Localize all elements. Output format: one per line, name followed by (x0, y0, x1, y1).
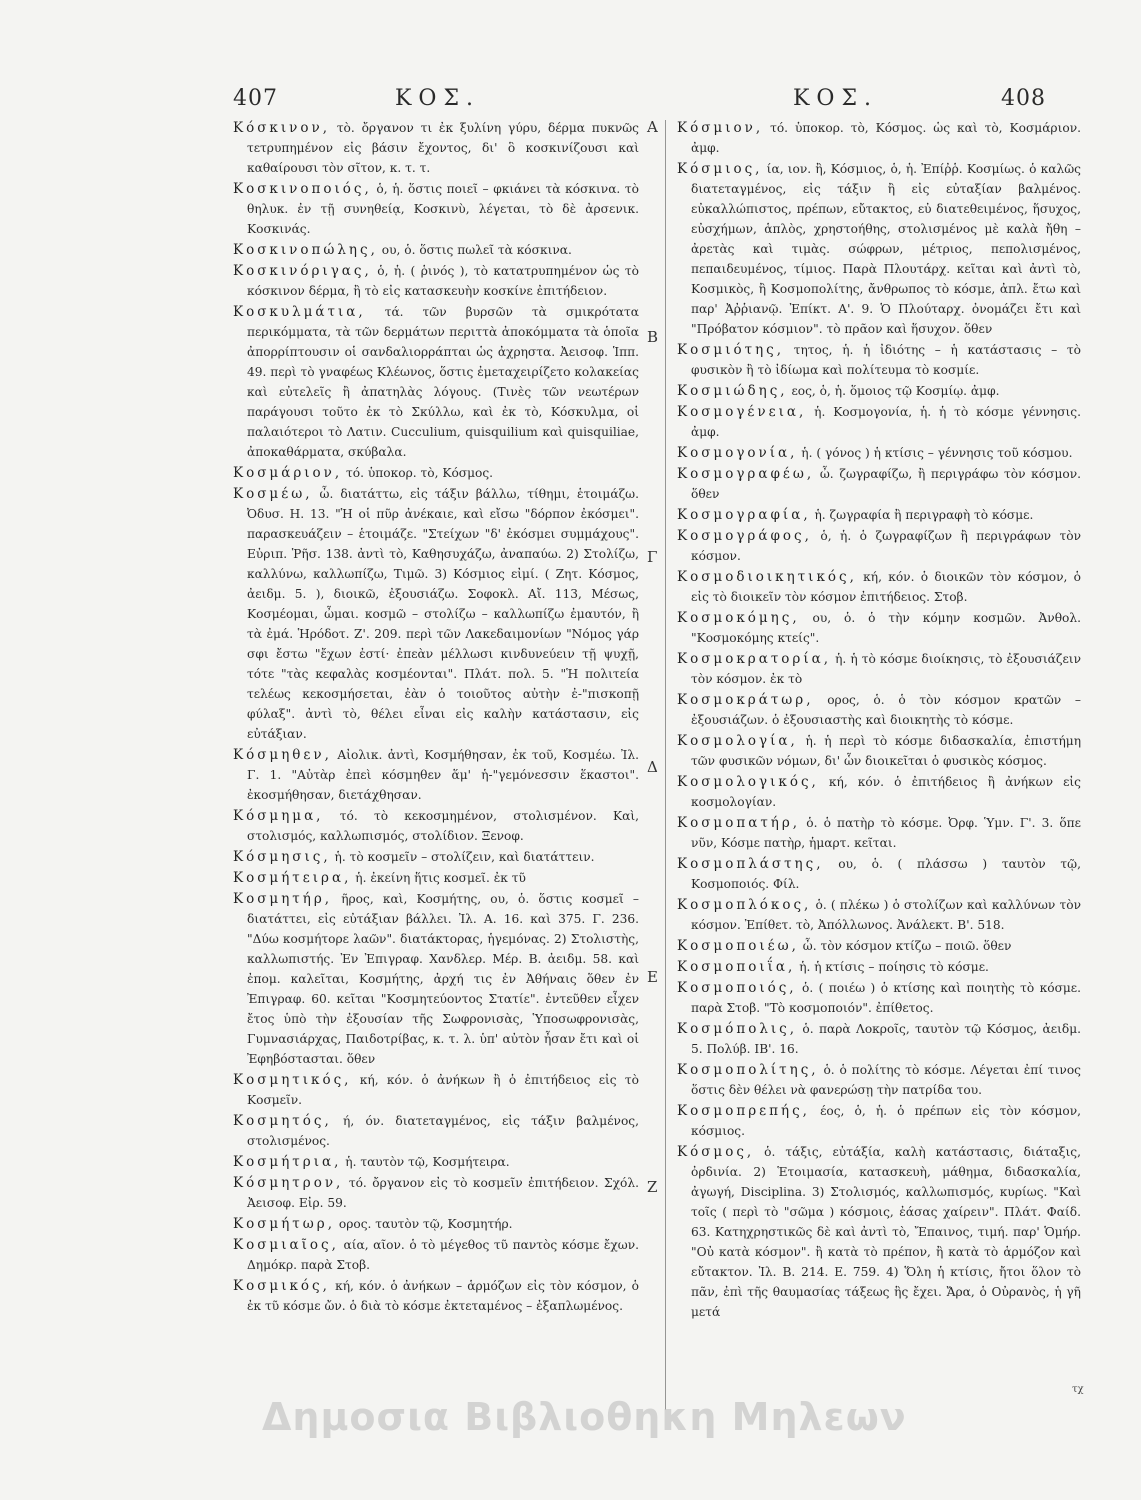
page-header (225, 86, 1046, 122)
section-letter: Γ (647, 548, 658, 566)
entry-definition: ἡ. ( γόνος ) ἡ κτίσις – γέννησις τοῦ κόσμου. (797, 446, 1073, 460)
entry-headword: Κοσμογραφία, (677, 507, 811, 523)
dictionary-entry (233, 261, 639, 301)
entry-headword: Κόσμησις, (233, 849, 331, 865)
entry-headword: Κόσμηθεν, (233, 747, 332, 763)
entry-definition: ία, ιον. ἢ, Κόσμιος, ὁ, ἡ. Ἐπίῤῥ. Κοσμίως. ὁ καλῶς διατεταγμένος, εἰς τάξιν ἢ εἰς εὐταξίαν βαλμένος. εὐκαλλώπιστος, πρέπων, εὔτακτος, εὐ διατεθειμένος, ἥσυχος, εὐσχήμων, ἁπλὸς, χρηστοήθης, στολισμένος μὲ καλὰ ἤθη – ἀρετὰς καὶ τιμὰς. σώφρων, μέτριος, πεπολισμένος, πεπαιδευμένος, τίμιος. Παρὰ Πλουτάρχ. κεῖται καὶ ἀντὶ τὸ, Κοσμικὸς, ἢ Κοσμοπολίτης, ἄνθρωπος τὸ κόσμε, ἀπλ. ἔτω καὶ παρ' Ἀῤῥιανῷ. Ἐπίκτ. Α'. 9. Ὁ Πλούταρχ. ὀνομάζει ἔτι καὶ "Πρόβατον κόσμιον". τὸ πρᾶον καὶ ἥσυχον. ὅθεν (691, 162, 1081, 336)
dictionary-entry (233, 1173, 639, 1213)
entry-definition: ὁ. ( πλέκω ) ὁ στολίζων καὶ καλλύνων τὸν κόσμον. Ἐπίθετ. τὸ, Ἀπόλλωνος. Ἀνάλεκτ. Β'. 518. (691, 898, 1081, 932)
dictionary-entry (677, 567, 1081, 607)
entry-headword: Κοσμιαῖος, (233, 1237, 339, 1253)
entry-definition: ὁ. ( ποιέω ) ὁ κτίσης καὶ ποιητὴς τὸ κόσμε. παρὰ Στοβ. "Τὸ κοσμοποιόν". ἐπίθετος. (691, 981, 1081, 1015)
entry-definition: ἡ. τὸ κοσμεῖν – στολίζειν, καὶ διατάττειν. (330, 850, 595, 864)
dictionary-entry (677, 526, 1081, 566)
entry-headword: Κόσμιος, (677, 161, 763, 177)
entry-definition: ὦ. τὸν κόσμον κτίζω – ποιῶ. ὅθεν (798, 939, 1012, 953)
entry-headword: Κοσμήτειρα, (233, 870, 352, 886)
entry-definition: ἡ. ταυτὸν τῷ, Κοσμήτειρα. (341, 1155, 510, 1169)
left-column (233, 118, 639, 1317)
entry-definition: ὦ. διατάττω, εἰς τάξιν βάλλω, τίθημι, ἑτοιμάζω. Ὀδυσ. Η. 13. "Ἡ οἱ πῦρ ἀνέκαιε, καὶ εἴσω "δόρπον ἐκόσμει". παρασκευάζειν – ἑτοιμάζε. "Στείχων "δ' ἐκόσμει συμμάχους". Εὐριπ. Ῥῆσ. 138. ἀντὶ τὸ, Καθησυχάζω, ἀναπαύω. 2) Στολίζω, καλλύνω, καλλωπίζω, Τιμῶ. 3) Κόσμιος εἰμί. ( Ζητ. Κόσμος, ἀειδμ. 5. ), διοικῶ, ἐξουσιάζω. Σοφοκλ. Αἴ. 113, Μέσως, Κοσμέομαι, ὦμαι. κοσμῶ – στολίζω – καλλωπίζω ἐμαυτόν, ἢ τὰ ἐμά. Ἡρόδοτ. Ζ'. 209. περὶ τῶν Λακεδαιμονίων "Νόμος γάρ σφι ἔστω "ἔχων ἐστί· ἐπεὰν μέλλωσι κινδυνεύειν τῇ ψυχῇ, τότε "τὰς κεφαλὰς κοσμέονται". Πλάτ. πολ. 5. "Ἡ πολιτεία τελέως κεκοσμήσεται, ἐὰν ὁ τοιοῦτος αὐτὴν ἐ-"πισκοπῇ φύλαξ". ἀντὶ τὸ, θέλει εἶναι εἰς καλὴν κατάστασιν, εἰς εὐτάξιαν. (247, 487, 639, 741)
entry-definition: ὁ. ὁ πολίτης τὸ κόσμε. Λέγεται ἐπί τινος ὅστις δὲν θέλει νὰ φανερώσῃ τὴν πατρίδα του. (691, 1063, 1081, 1097)
section-letter: Ζ (647, 1178, 658, 1196)
entry-definition: τό. ὑποκορ. τὸ, Κόσμος. (342, 466, 494, 480)
dictionary-entry (677, 381, 1081, 401)
entry-definition: ὁ. παρὰ Λοκροῖς, ταυτὸν τῷ Κόσμος, ἀειδμ. 5. Πολύβ. ΙΒ'. 16. (691, 1022, 1081, 1056)
entry-headword: Κοσμόπολις, (677, 1021, 798, 1037)
entry-headword: Κόσμημα, (233, 808, 324, 824)
dictionary-entry (677, 1101, 1081, 1141)
entry-headword: Κοσμογραφέω, (677, 466, 815, 482)
entry-headword: Κοσμογράφος, (677, 528, 812, 544)
entry-headword: Κόσμος, (677, 1144, 755, 1160)
dictionary-entry (677, 608, 1081, 648)
entry-headword: Κοσμιώδης, (677, 383, 788, 399)
entry-definition: τὸ. ὄργανον τι ἐκ ξυλίνη γύρυ, δέρμα πυκνῶς τετρυπημένον εἰς βάσιν ἔχοντος, δι' ὃ κοσκινίζουσι καὶ καθαίρουσι τὸν σῖτον, κ. τ. τ. (247, 121, 639, 175)
column-divider (665, 120, 666, 1410)
entry-definition: Αἰολικ. ἀντὶ, Κοσμήθησαν, ἐκ τοῦ, Κοσμέω. Ἰλ. Γ. 1. "Αὐτὰρ ἐπεὶ κόσμηθεν ἅμ' ἡ-"γεμόνεσσιν ἕκαστοι". ἐκοσμήθησαν, διετάχθησαν. (247, 748, 639, 802)
dictionary-entry (677, 505, 1081, 525)
entry-definition: ὁ. ὁ πατὴρ τὸ κόσμε. Ὀρφ. Ὑμν. Γ'. 3. ὅπε νῦν, Κόσμε πατὴρ, ἡμαρτ. κεῖται. (691, 816, 1081, 850)
entry-definition: ῆρος, καὶ, Κοσμήτης, ου, ὁ. ὅστις κοσμεῖ – διατάττει, εἰς εὐτάξιαν βάλλει. Ἰλ. Α. 16. καὶ 375. Γ. 236. "Δύω κοσμήτορε λαῶν". διατάκτορας, ἡγεμόνας. 2) Στολιστὴς, καλλωπιστής. Ἐν Ἐπιγραφ. Χανδλερ. Μέρ. Β. ἀειδμ. 58. καὶ ἐπομ. καλεῖται, Κοσμήτης, ἀρχή τις ἐν Ἀθήναις ὅθεν ἐν Ἐπιγραφ. 60. κεῖται "Κοσμητεύοντος Στατίε". ἐντεῦθεν εἶχεν ἔτος ὑπὸ τὴν ἐξουσίαν τῆς Σωφρονισὰς, Ὑποσωφρονισὰς, Γυμνασιάρχας, Παιδοτρίβας, κ. τ. λ. ὑπ' αὐτὸν ἦσαν ἔτι καὶ οἱ Ἐφηβόστασται. ὅθεν (247, 892, 639, 1066)
dictionary-entry (233, 868, 639, 888)
dictionary-entry (233, 1111, 639, 1151)
entry-definition: κή, κόν. ὁ ἀνήκων – ἁρμόζων εἰς τὸν κόσμον, ὁ ἐκ τῦ κόσμε ὤν. ὁ διὰ τὸ κόσμε ἐκτεταμένος – ἐξαπλωμένος. (247, 1279, 639, 1313)
entry-headword: Κοσμητήρ, (233, 891, 333, 907)
entry-headword: Κοσμοπατήρ, (677, 815, 801, 831)
entry-definition: ἡ. ἡ τὸ κόσμε διοίκησις, τὸ ἐξουσιάζειν τὸν κόσμον. ἐκ τὸ (691, 652, 1081, 686)
dictionary-entry (233, 1214, 639, 1234)
entry-headword: Κοσμολογία, (677, 733, 798, 749)
section-letter: Ε (647, 968, 658, 986)
entry-definition: τό. τὸ κεκοσμημένον, στολισμένον. Καὶ, στολισμός, καλλωπισμός, στολίδιον. Ξενοφ. (247, 809, 639, 843)
entry-definition: ὦ. ζωγραφίζω, ἢ περιγράφω τὸν κόσμον. ὅθεν (691, 467, 1081, 501)
entry-headword: Κοσμητός, (233, 1113, 332, 1129)
dictionary-entry (233, 1235, 639, 1275)
dictionary-entry (677, 731, 1081, 771)
entry-headword: Κοσμοποιός, (677, 980, 797, 996)
running-title-right: ΚΟΣ. (793, 86, 879, 111)
entry-headword: Κοσμοπολίτης, (677, 1062, 819, 1078)
dictionary-entry (677, 159, 1081, 339)
running-title-left: ΚΟΣ. (395, 86, 481, 111)
entry-definition: τό. ὑποκορ. τὸ, Κόσμος. ὡς καὶ τὸ, Κοσμάριον. ἀμφ. (691, 121, 1081, 155)
entry-headword: Κοσμάριον, (233, 465, 343, 481)
dictionary-entry (677, 1060, 1081, 1100)
entry-headword: Κοσμήτωρ, (233, 1216, 335, 1232)
library-watermark: Δημοσια Βιβλιοθηκη Μηλεων (262, 1395, 907, 1439)
dictionary-entry (677, 813, 1081, 853)
dictionary-entry (677, 854, 1081, 894)
section-letter: Β (647, 328, 659, 346)
dictionary-entry (233, 240, 639, 260)
entry-definition: εος, ὁ, ἡ. ὅμοιος τῷ Κοσμίῳ. ἀμφ. (787, 384, 1000, 398)
dictionary-entry (677, 895, 1081, 935)
entry-headword: Κοσκινοπώλης, (233, 242, 378, 258)
entry-definition: ἡ. Κοσμογονία, ἡ. ἡ τὸ κόσμε γέννησις. ἀμφ. (691, 405, 1081, 439)
dictionary-entry (677, 978, 1081, 1018)
entry-headword: Κοσμιότης, (677, 342, 785, 358)
dictionary-entry (233, 1070, 639, 1110)
right-column (677, 118, 1081, 1323)
dictionary-entry (233, 745, 639, 805)
dictionary-entry (677, 957, 1081, 977)
dictionary-entry (677, 443, 1081, 463)
entry-definition: ου, ὁ. ὅστις πωλεῖ τὰ κόσκινα. (377, 243, 572, 257)
dictionary-entry (233, 806, 639, 846)
dictionary-entry (233, 484, 639, 744)
entry-definition: κή, κόν. ὁ διοικῶν τὸν κόσμον, ὁ εἰς τὸ διοικεῖν τὸν κόσμον ἐπιτήδειος. Στοβ. (691, 570, 1081, 604)
entry-headword: Κοσμοπρεπής, (677, 1103, 810, 1119)
entry-definition: έος, ὁ, ἡ. ὁ πρέπων εἰς τὸν κόσμον, κόσμιος. (691, 1104, 1081, 1138)
entry-headword: Κοσκυλμάτια, (233, 304, 366, 320)
entry-headword: Κοσμοπλόκος, (677, 897, 812, 913)
entry-headword: Κοσμήτρια, (233, 1154, 342, 1170)
dictionary-entry (233, 1152, 639, 1172)
entry-headword: Κοσμοκράτωρ, (677, 692, 814, 708)
entry-definition: ὁ, ἡ. ὅστις ποιεῖ – φκιάνει τὰ κόσκινα. τὸ θηλυκ. ἐν τῇ συνηθείᾳ, Κοσκινὺ, λέγεται, τὸ δὲ ἀρσενικ. Κοσκινάς. (247, 182, 639, 236)
entry-definition: ὁ. τάξις, εὐτάξία, καλὴ κατάστασις, διάταξις, ὀρδινία. 2) Ἑτοιμασία, κατασκευὴ, μάθημα, διδασκαλία, ἀγωγή, Disciplina. 3) Στολισμός, καλλωπισμός, κυρίως. "Καὶ τοῖς ( περὶ τὸ "σῶμα ) κόσμοις, ἐάσας χαίρειν". Πλάτ. Φαίδ. 63. Κατηχρηστικῶς δὲ καὶ ἀντὶ τὸ, Ἔπαινος, τιμή. παρ' Ὁμήρ. "Οὐ κατὰ κόσμον". ἢ κατὰ τὸ πρέπον, ἢ κατὰ τὸ ἁρμόζον καὶ εὔτακτον. Ἰλ. Β. 214. Ε. 759. 4) Ὅλη ἡ κτίσις, ἤτοι ὅλον τὸ πᾶν, ἐπὶ τῆς θαυμασίας τάξεως ἣς ἔχει. Ἄρα, ὁ Οὐρανὸς, ἡ γῆ μετά (691, 1145, 1081, 1319)
corner-mark: τχ (1072, 1384, 1084, 1395)
entry-headword: Κοσμοδιοικητικός, (677, 569, 857, 585)
dictionary-entry (233, 889, 639, 1069)
entry-definition: ἡ. ἐκείνη ἥτις κοσμεῖ. ἐκ τῦ (351, 871, 526, 885)
entry-definition: ἡ. ζωγραφία ἢ περιγραφὴ τὸ κόσμε. (810, 508, 1034, 522)
dictionary-entry (233, 847, 639, 867)
dictionary-entry (677, 690, 1081, 730)
entry-definition: ὁ, ἡ. ὁ ζωγραφίζων ἢ περιγράφων τὸν κόσμον. (691, 529, 1081, 563)
dictionary-entry (677, 402, 1081, 442)
entry-headword: Κοσκινόριγας, (233, 263, 372, 279)
entry-definition: κή, κόν. ὁ ἀνήκων ἢ ὁ ἐπιτήδειος εἰς τὸ Κοσμεῖν. (247, 1073, 639, 1107)
dictionary-entry (677, 118, 1081, 158)
entry-headword: Κοσμητικός, (233, 1072, 352, 1088)
entry-headword: Κοσμοποιέω, (677, 938, 799, 954)
entry-headword: Κοσμοπλάστης, (677, 856, 824, 872)
section-letter: Α (647, 118, 658, 136)
dictionary-entry (677, 1142, 1081, 1322)
entry-definition: ή, όν. διατεταγμένος, εἰς τάξιν βαλμένος, στολισμένος. (247, 1114, 639, 1148)
entry-definition: ἡ. ἡ κτίσις – ποίησις τὸ κόσμε. (795, 960, 989, 974)
entry-definition: τό. ὄργανον εἰς τὸ κοσμεῖν ἐπιτήδειον. Σχόλ. Ἀεισοφ. Εἰρ. 59. (247, 1176, 639, 1210)
entry-definition: τά. τῶν βυρσῶν τὰ σμικρότατα περικόμματα, τὰ τῶν δερμάτων περιττὰ ἀποκόμματα τὰ ὁποῖα ἀπορρίπτουσιν οἱ σανδαλιορράπται ὡς ἀχρηστα. Ἀεισοφ. Ἱππ. 49. περὶ τὸ γναφέως Κλέωνος, ὅστις ἐμεταχειρίζετο κολακείας καὶ εὐτελεῖς ἢ ἀπατηλὰς λόγους. (Τινὲς τῶν νεωτέρων παράγουσι τοῦτο ἐκ τὸ Σκύλλω, καὶ ἐκ τὸ, Κόσκυλμα, οἱ παλαιότεροι τὸ Λατιν. Cucculium, quisquilium καὶ quisquiliae, ἀποκαθάρματα, σκύβαλα. (247, 305, 639, 459)
entry-definition: κή, κόν. ὁ ἐπιτήδειος ἢ ἀνήκων εἰς κοσμολογίαν. (691, 775, 1081, 809)
dictionary-entry (677, 340, 1081, 380)
dictionary-entry (677, 649, 1081, 689)
entry-definition: ὁ, ἡ. ( ῥινός ), τὸ κατατρυπημένον ὡς τὸ κόσκινον δέρμα, ἢ τὸ εἰς κατασκευὴν κοσκίνε ἐπιτήδειον. (247, 264, 639, 298)
entry-definition: ἡ. ἡ περὶ τὸ κόσμε διδασκαλία, ἐπιστήμη τῶν φυσικῶν νόμων, δι' ὧν διοικεῖται ὁ φυσικὸς κόσμος. (691, 734, 1081, 768)
entry-definition: ορος, ὁ. ὁ τὸν κόσμον κρατῶν – ἐξουσιάζων. ὁ ἐξουσιαστὴς καὶ διοικητὴς τὸ κόσμε. (691, 693, 1081, 727)
dictionary-entry (677, 464, 1081, 504)
dictionary-entry (233, 118, 639, 178)
entry-headword: Κοσμικός, (233, 1278, 330, 1294)
entry-definition: ου, ὁ. ( πλάσσω ) ταυτὸν τῷ, Κοσμοποιός. Φίλ. (691, 857, 1081, 891)
dictionary-entry (233, 463, 639, 483)
entry-headword: Κοσμολογικός, (677, 774, 819, 790)
entry-headword: Κοσμογονία, (677, 445, 798, 461)
section-letter: Δ (647, 758, 658, 776)
page-number-right: 408 (1001, 86, 1046, 111)
entry-headword: Κοσμέω, (233, 486, 313, 502)
section-letters (643, 118, 665, 1408)
entry-definition: αία, αῖον. ὁ τὸ μέγεθος τῦ παντὸς κόσμε ἔχων. Δημόκρ. παρὰ Στοβ. (247, 1238, 639, 1272)
entry-headword: Κόσκινον, (233, 120, 330, 136)
entry-headword: Κοσμοκόμης, (677, 610, 800, 626)
entry-definition: ου, ὁ. ὁ τὴν κόμην κοσμῶν. Ἀνθολ. "Κοσμοκόμης κτείς". (691, 611, 1081, 645)
entry-headword: Κόσμιον, (677, 120, 764, 136)
entry-headword: Κοσμογένεια, (677, 404, 807, 420)
entry-definition: τητος, ἡ. ἡ ἰδιότης – ἡ κατάστασις – τὸ φυσικὸν ἢ τὸ ἰδίωμα καὶ πολίτευμα τὸ κοσμίε. (691, 343, 1081, 377)
dictionary-entry (233, 179, 639, 239)
entry-headword: Κοσμοκρατορία, (677, 651, 832, 667)
dictionary-entry (677, 936, 1081, 956)
entry-headword: Κοσμοποιΐα, (677, 959, 796, 975)
entry-headword: Κόσμητρον, (233, 1175, 344, 1191)
dictionary-entry (677, 772, 1081, 812)
page-number-left: 407 (233, 86, 278, 111)
dictionary-entry (233, 1276, 639, 1316)
dictionary-entry (233, 302, 639, 462)
dictionary-entry (677, 1019, 1081, 1059)
entry-headword: Κοσκινοποιός, (233, 181, 372, 197)
entry-definition: ορος. ταυτὸν τῷ, Κοσμητήρ. (335, 1217, 513, 1231)
